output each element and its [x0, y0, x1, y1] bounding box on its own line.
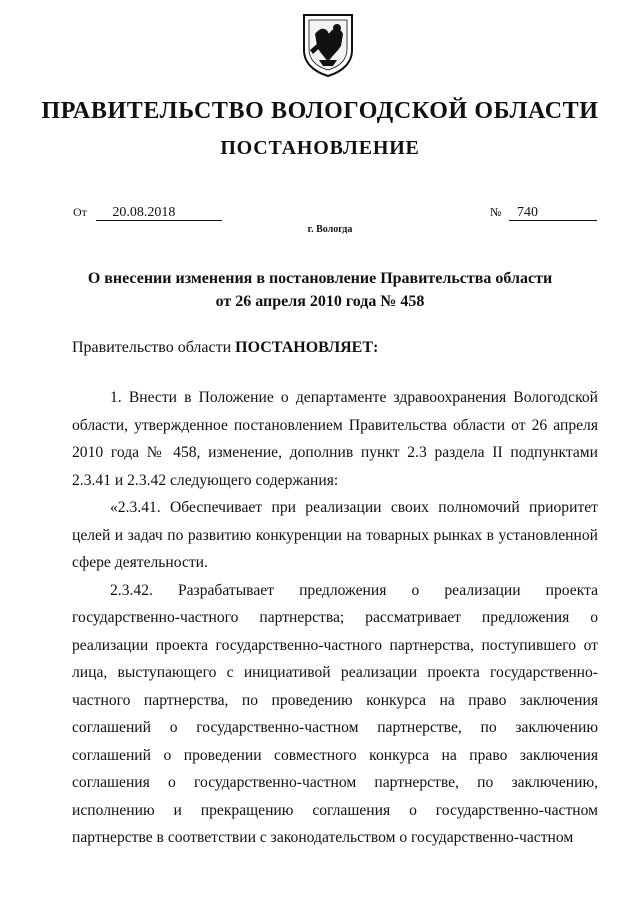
- body-paragraph-2: «2.3.41. Обеспечивает при реализации своих полномочий приоритет целей и задач по развитию конкуренции на товарных рынках в установленной сфере деятельности.: [72, 499, 598, 571]
- number-field: [490, 205, 597, 221]
- preamble-resolves: ПОСТАНОВЛЯЕТ:: [235, 339, 379, 356]
- date-field: [73, 205, 222, 221]
- city-label: г. Вологда: [307, 224, 353, 235]
- document-type: ПОСТАНОВЛЕНИЕ: [220, 137, 420, 159]
- body-paragraph-1: 1. Внести в Положение о департаменте здравоохранения Вологодской области, утвержденное постановлением Правительства области от 26 апреля 2010 года № 458, изменение, дополнив пункт 2.3 раздела II подпунктами 2.3.41 и 2.3.42 следующего содержания:: [72, 389, 598, 489]
- subject-line-2: от 26 апреля 2010 года № 458: [215, 293, 425, 310]
- number-value: 740: [509, 205, 597, 221]
- subject-line-1: О внесении изменения в постановление Правительства области: [87, 270, 553, 287]
- document-subject: [0, 267, 640, 313]
- number-label: №: [490, 205, 502, 219]
- document-body: [72, 384, 598, 852]
- preamble-text: Правительство области: [72, 339, 232, 356]
- preamble: [72, 339, 378, 357]
- date-value: 20.08.2018: [96, 205, 222, 221]
- coat-of-arms-icon: [301, 12, 355, 78]
- government-title: ПРАВИТЕЛЬСТВО ВОЛОГОДСКОЙ ОБЛАСТИ: [41, 98, 599, 124]
- body-paragraph-3: 2.3.42. Разрабатывает предложения о реализации проекта государственно-частного партнерства; рассматривает предложения о реализации проекта государственно-частного партнерства, поступившего от лица, выступающего с инициативой реализации проекта государственно-частного партнерства, по проведению конкурса на право заключения соглашений о государственно-частном партнерстве, по заключению соглашений о проведении совместного конкурса на право заключения соглашения о государственно-частном партнерстве, по заключению, исполнению и прекращению соглашения о государственно-частном партнерстве в соответствии с законодательством о государственно-частном: [72, 581, 598, 846]
- date-label: От: [73, 205, 87, 219]
